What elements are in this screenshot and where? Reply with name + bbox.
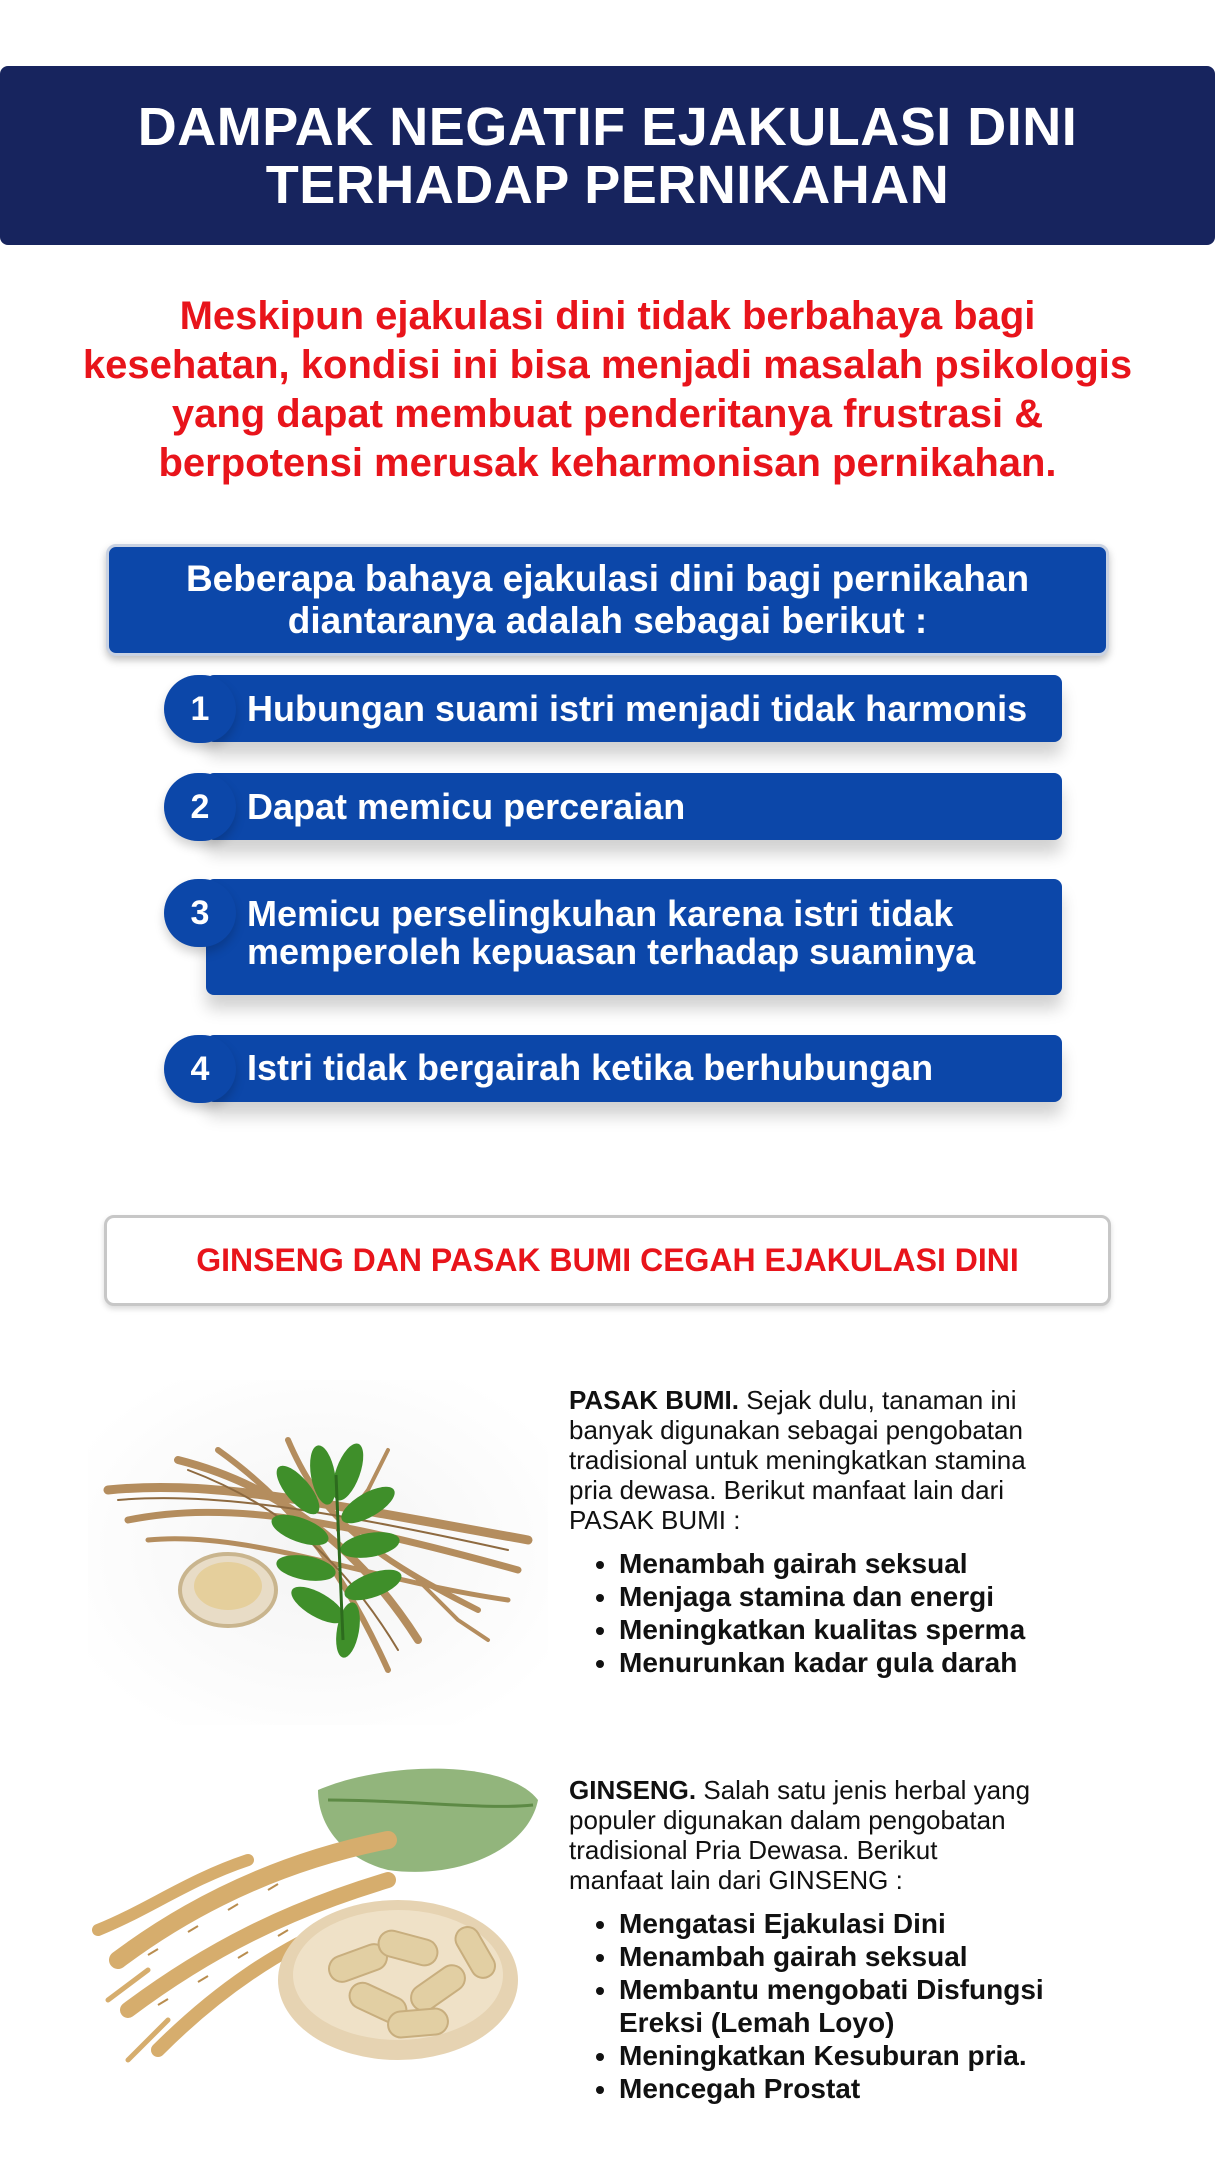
list-item: • Menurunkan kadar gula darah [619,1646,1109,1679]
danger-number-badge: 4 [164,1035,236,1103]
danger-item-3 [164,879,1062,995]
list-item: • Meningkatkan Kesuburan pria. [619,2039,1109,2072]
dangers-heading [186,558,1029,642]
pasak-bumi-line-2: banyak digunakan sebagai pengobatan [569,1415,1023,1445]
danger-item-4 [164,1035,1062,1102]
list-item: • Menambah gairah seksual [619,1547,1109,1580]
ginseng-line-4: manfaat lain dari GINSENG : [569,1865,903,1895]
list-item: • Meningkatkan kualitas sperma [619,1613,1109,1646]
danger-text: Dapat memicu perceraian [247,786,686,827]
herbs-heading-box [104,1215,1111,1306]
danger-item-2 [164,773,1062,840]
list-item: • Mencegah Prostat [619,2072,1109,2105]
list-item: • Menambah gairah seksual [619,1940,1109,1973]
pasak-bumi-benefits-list [569,1547,1109,1679]
pasak-bumi-paragraph [569,1385,1109,1535]
page-title [138,98,1078,214]
pasak-bumi-line-4: pria dewasa. Berikut manfaat lain dari [569,1475,1005,1505]
pasak-bumi-description [569,1385,1109,1679]
pasak-bumi-line-5: PASAK BUMI : [569,1505,741,1535]
intro-paragraph [40,292,1175,488]
title-banner [0,66,1215,245]
list-item-text: Membantu mengobati Disfungsi [619,1974,1044,2005]
danger-number-badge: 2 [164,773,236,841]
title-line-2: TERHADAP PERNIKAHAN [265,154,950,215]
ginseng-line-1: Salah satu jenis herbal yang [696,1775,1031,1805]
ginseng-line-2: populer digunakan dalam pengobatan [569,1805,1006,1835]
dangers-heading-line-2: diantaranya adalah sebagai berikut : [287,600,928,641]
intro-line-1: Meskipun ejakulasi dini tidak berbahaya bagi [179,294,1036,338]
ginseng-paragraph [569,1775,1109,1895]
title-line-1: DAMPAK NEGATIF EJAKULASI DINI [137,96,1078,157]
danger-number-badge: 3 [164,879,236,947]
danger-number-badge: 1 [164,675,236,743]
pasak-bumi-image [88,1380,548,1725]
ginseng-line-3: tradisional Pria Dewasa. Berikut [569,1835,938,1865]
intro-line-4: berpotensi merusak keharmonisan pernikahan. [158,441,1057,485]
ginseng-image [88,1760,548,2080]
list-item: • Menjaga stamina dan energi [619,1580,1109,1613]
pasak-bumi-line-1: Sejak dulu, tanaman ini [738,1385,1017,1415]
list-item: • Mengatasi Ejakulasi Dini [619,1907,1109,1940]
danger-item-1 [164,675,1062,742]
list-item [619,1973,1109,2039]
ginseng-benefits-list [569,1907,1109,2105]
list-item-text-cont: Ereksi (Lemah Loyo) [619,2007,895,2038]
ginseng-description [569,1775,1109,2105]
intro-line-2: kesehatan, kondisi ini bisa menjadi masalah psikologis [82,343,1133,387]
danger-text-line-1: Memicu perselingkuhan karena istri tidak [247,893,954,934]
danger-text [247,895,1048,971]
intro-line-3: yang dapat membuat penderitanya frustrasi & [171,392,1044,436]
danger-text: Hubungan suami istri menjadi tidak harmonis [247,688,1028,729]
danger-text-line-2: memperoleh kepuasan terhadap suaminya [247,931,976,972]
dangers-heading-box [106,544,1109,656]
pasak-bumi-name: PASAK BUMI. [569,1385,739,1415]
herbs-heading: GINSENG DAN PASAK BUMI CEGAH EJAKULASI DINI [196,1242,1019,1278]
dangers-heading-line-1: Beberapa bahaya ejakulasi dini bagi pernikahan [185,558,1030,599]
ginseng-name: GINSENG. [569,1775,697,1805]
pasak-bumi-line-3: tradisional untuk meningkatkan stamina [569,1445,1026,1475]
danger-text: Istri tidak bergairah ketika berhubungan [247,1047,934,1088]
